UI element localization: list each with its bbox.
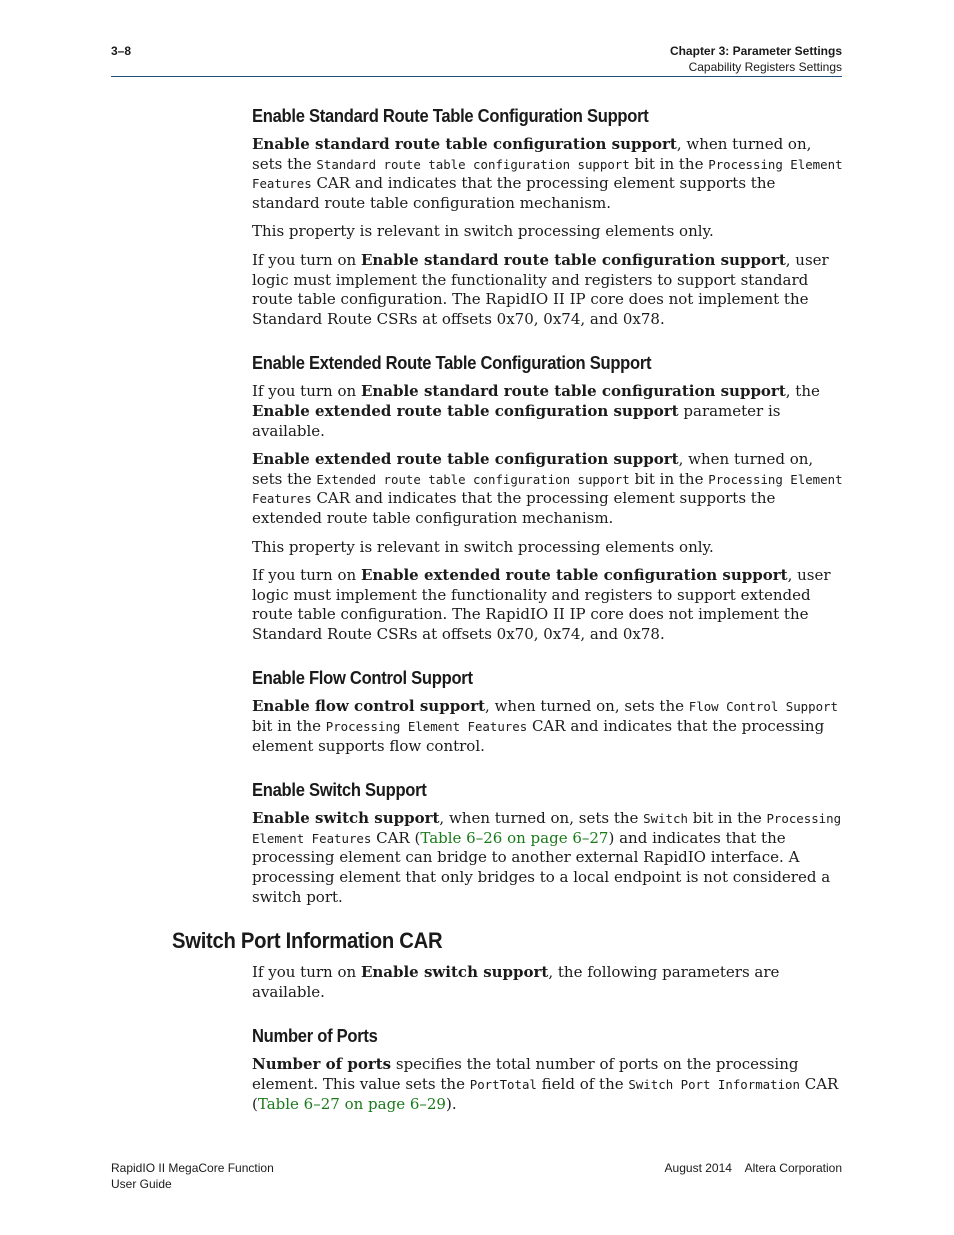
page-body xyxy=(172,104,844,1136)
text: , the following parameters are available. xyxy=(252,963,780,1001)
param-name: Enable standard route table configuration support xyxy=(360,382,786,401)
text: , user logic must implement the functionality and registers to support extended route table configuration. The RapidIO II IP core does not implement the Standard Route CSRs at offsets 0x70, 0x74, and 0x78. xyxy=(252,566,831,643)
section-std-route xyxy=(252,104,844,329)
register-field: Standard route table configuration support xyxy=(316,156,630,172)
text: bit in the xyxy=(629,154,709,173)
paragraph xyxy=(252,566,844,644)
text: ). xyxy=(445,1094,457,1113)
text: , when turned on, sets the xyxy=(439,809,644,828)
running-header xyxy=(670,43,842,75)
text: parameter is available. xyxy=(252,401,781,440)
paragraph: This property is relevant in switch processing elements only. xyxy=(252,222,714,241)
text: ) and indicates that the processing element can bridge to another external RapidIO interface. A processing element that only bridges to a local endpoint is not considered a switch port. xyxy=(252,828,831,906)
paragraph xyxy=(252,809,844,907)
table-link[interactable]: Table 6–26 on page 6–27 xyxy=(420,828,609,847)
register-name: Processing Element Features xyxy=(325,719,528,735)
section-ext-route xyxy=(252,351,844,644)
table-link[interactable]: Table 6–27 on page 6–29 xyxy=(257,1094,446,1113)
text: CAR and indicates that the processing element supports the standard route table configuration mechanism. xyxy=(252,174,776,212)
page-number: 3–8 xyxy=(111,44,132,58)
register-name: Processing Element Features xyxy=(252,471,843,507)
section-number-of-ports xyxy=(252,1024,844,1114)
text: specifies the total number of ports on the processing element. This value sets the xyxy=(252,1055,799,1093)
register-name: Processing Element Features xyxy=(252,811,842,846)
param-name: Enable extended route table configuration support xyxy=(360,566,788,585)
heading-ext-route: Enable Extended Route Table Configuration Support xyxy=(252,353,652,374)
text: , when turned on, sets the xyxy=(252,135,812,173)
param-name: Enable standard route table configuration support xyxy=(360,250,786,269)
text: , user logic must implement the functionality and registers to support standard route table configuration. The RapidIO II IP core does not implement the Standard Route CSRs at offsets 0x70, 0x74, and 0x78. xyxy=(252,250,829,328)
text: , when turned on, sets the xyxy=(485,697,689,716)
text: CAR ( xyxy=(371,828,421,847)
param-name: Number of ports xyxy=(252,1055,392,1074)
text: If you turn on xyxy=(252,382,361,401)
section-flow-control xyxy=(252,666,844,756)
text: CAR ( xyxy=(252,1075,839,1113)
heading-switch: Enable Switch Support xyxy=(252,780,427,801)
text: bit in the xyxy=(629,469,709,488)
register-field: Flow Control Support xyxy=(688,699,838,715)
paragraph xyxy=(252,450,844,528)
register-name: Switch Port Information xyxy=(628,1077,800,1092)
header-rule xyxy=(111,76,842,77)
paragraph: This property is relevant in switch processing elements only. xyxy=(252,537,714,556)
section-switch xyxy=(252,778,844,907)
paragraph xyxy=(252,135,844,213)
paragraph xyxy=(252,251,844,329)
paragraph xyxy=(252,963,844,1002)
text: , when turned on, sets the xyxy=(252,450,814,488)
footer-left xyxy=(111,1160,274,1192)
section-switch-port-info xyxy=(252,963,844,1002)
text: bit in the xyxy=(252,717,326,736)
text: If you turn on xyxy=(252,250,361,269)
section-title: Capability Registers Settings xyxy=(688,60,842,74)
register-name: Processing Element Features xyxy=(252,156,843,192)
chapter-title: Chapter 3: Parameter Settings xyxy=(669,44,842,58)
text: bit in the xyxy=(687,809,767,828)
param-name: Enable flow control support xyxy=(252,697,486,716)
param-name: Enable extended route table configuration support xyxy=(252,450,679,469)
footer-date-company: August 2014 Altera Corporation xyxy=(664,1161,842,1175)
param-name: Enable standard route table configuration support xyxy=(252,135,677,153)
paragraph xyxy=(252,697,844,756)
register-field: PortTotal xyxy=(469,1077,537,1092)
text: , the xyxy=(785,382,820,401)
heading-std-route: Enable Standard Route Table Configuration Support xyxy=(252,106,649,126)
footer-doc: User Guide xyxy=(111,1177,172,1191)
heading-flow-control: Enable Flow Control Support xyxy=(252,668,473,689)
footer-product: RapidIO II MegaCore Function xyxy=(111,1161,274,1175)
text: CAR and indicates that the processing element supports flow control. xyxy=(252,717,825,755)
paragraph xyxy=(252,1055,844,1114)
heading-switch-port-info: Switch Port Information CAR xyxy=(172,928,443,954)
register-field: Extended route table configuration support xyxy=(316,471,630,487)
register-field: Switch xyxy=(643,811,688,827)
heading-number-of-ports: Number of Ports xyxy=(252,1026,378,1047)
text: field of the xyxy=(536,1075,629,1093)
param-name: Enable switch support xyxy=(360,963,549,982)
text: If you turn on xyxy=(252,963,361,982)
param-name: Enable switch support xyxy=(252,809,440,828)
text: If you turn on xyxy=(252,566,361,585)
text: CAR and indicates that the processing element supports the extended route table configuration mechanism. xyxy=(252,489,776,527)
param-name: Enable extended route table configuration support xyxy=(252,401,679,420)
paragraph xyxy=(252,382,844,441)
